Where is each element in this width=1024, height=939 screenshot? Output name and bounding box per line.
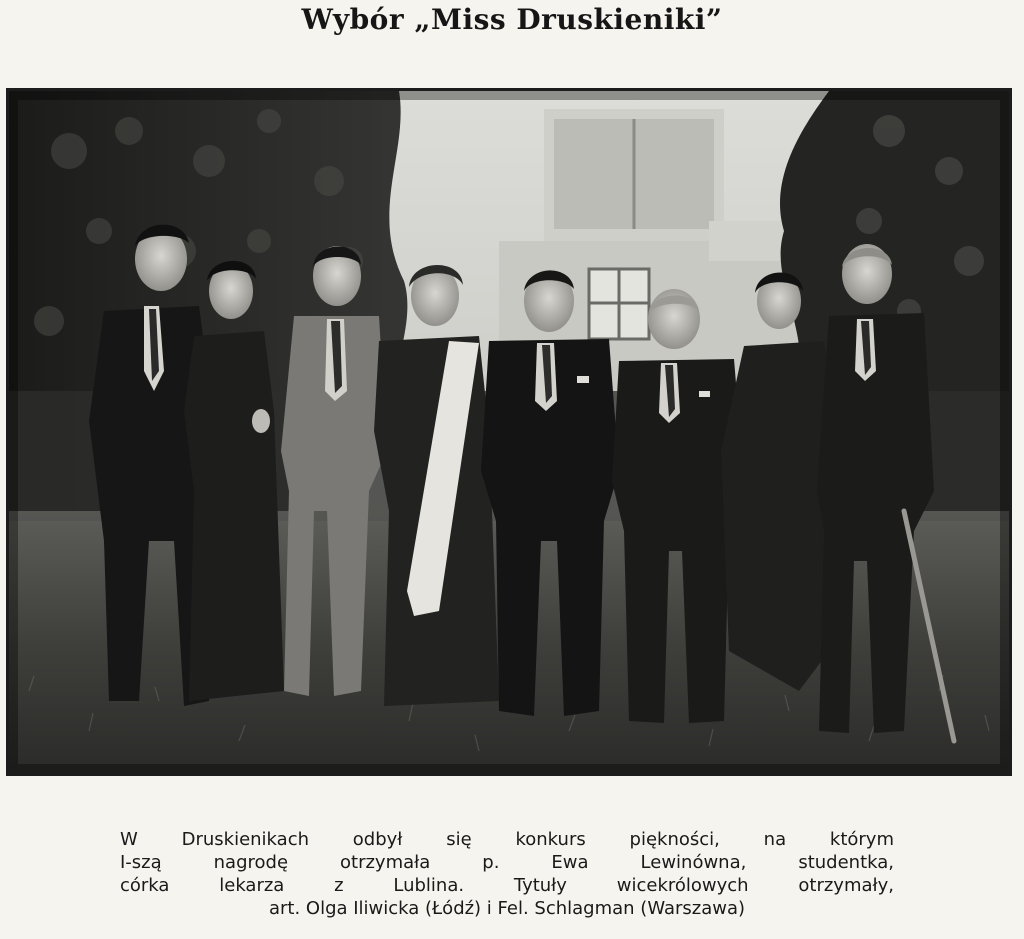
photo-illustration: [9, 91, 1009, 773]
article-headline: Wybór „Miss Druskieniki”: [301, 3, 723, 36]
caption-line-2: I-szą nagrodę otrzymała p. Ewa Lewinówna, studentka,: [120, 852, 894, 873]
caption-line-4: art. Olga Iliwicka (Łódź) i Fel. Schlagman (Warszawa): [268, 898, 746, 919]
group-photograph: [6, 88, 1012, 776]
caption-line-1: W Druskienikach odbył się konkurs piękności, na którym: [120, 829, 894, 850]
photo-caption: [120, 828, 894, 920]
caption-line-3: córka lekarza z Lublina. Tytuły wicekrólowych otrzymały,: [120, 875, 894, 896]
